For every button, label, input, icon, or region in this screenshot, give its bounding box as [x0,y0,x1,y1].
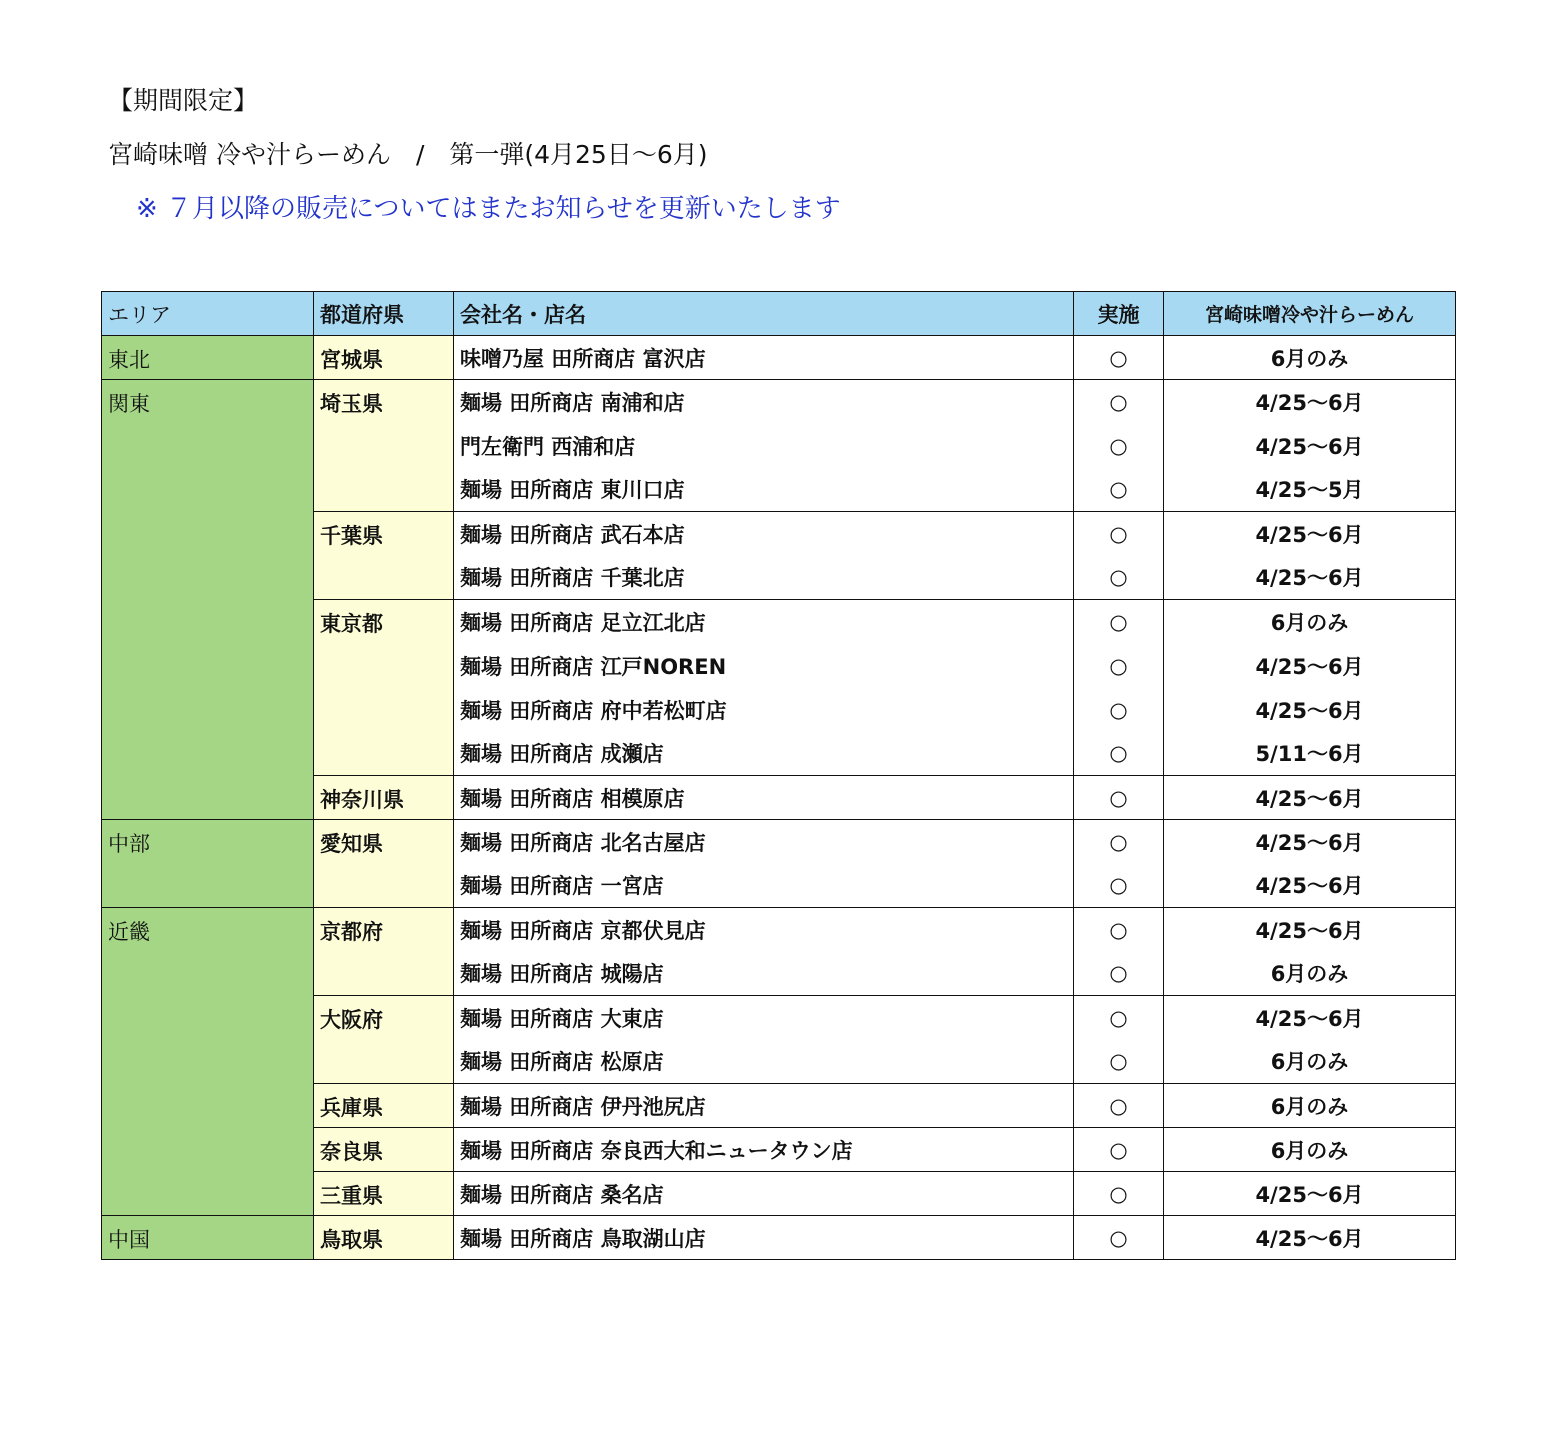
prefecture-cell: 千葉県 [314,512,454,600]
implementation-mark-cell: ○ [1074,1128,1164,1172]
store-name-cell: 麺場 田所商店 千葉北店 [454,556,1074,600]
table-row [102,820,1456,864]
sale-period-cell: 4/25〜6月 [1164,1216,1456,1260]
sale-period-cell: 6月のみ [1164,336,1456,380]
implementation-mark-cell: ○ [1074,952,1164,996]
column-header-prefecture: 都道府県 [314,292,454,336]
store-name-cell: 味噌乃屋 田所商店 富沢店 [454,336,1074,380]
store-name-cell: 麺場 田所商店 足立江北店 [454,600,1074,644]
store-name-cell: 麺場 田所商店 松原店 [454,1040,1074,1084]
area-cell: 中部 [102,820,314,908]
implementation-mark-cell: ○ [1074,996,1164,1040]
prefecture-cell: 埼玉県 [314,380,454,512]
column-header-implementation: 実施 [1074,292,1164,336]
store-name-cell: 麺場 田所商店 桑名店 [454,1172,1074,1216]
sale-period-cell: 4/25〜6月 [1164,556,1456,600]
implementation-mark-cell: ○ [1074,380,1164,424]
implementation-mark-cell: ○ [1074,424,1164,468]
store-name-cell: 麺場 田所商店 一宮店 [454,864,1074,908]
store-name-cell: 麺場 田所商店 京都伏見店 [454,908,1074,952]
prefecture-cell: 三重県 [314,1172,454,1216]
sale-period-cell: 6月のみ [1164,952,1456,996]
area-cell: 東北 [102,336,314,380]
implementation-mark-cell: ○ [1074,776,1164,820]
implementation-mark-cell: ○ [1074,600,1164,644]
sale-period-cell: 6月のみ [1164,600,1456,644]
sale-period-cell: 4/25〜6月 [1164,996,1456,1040]
column-header-period: 宮崎味噌冷や汁らーめん [1164,292,1456,336]
implementation-mark-cell: ○ [1074,864,1164,908]
product-title: 宮崎味噌 冷や汁らーめん / 第一弾(4月25日〜6月) [108,140,708,169]
column-header-area: エリア [102,292,314,336]
area-cell: 近畿 [102,908,314,1216]
sale-period-cell: 4/25〜5月 [1164,468,1456,512]
implementation-mark-cell: ○ [1074,512,1164,556]
store-name-cell: 麺場 田所商店 北名古屋店 [454,820,1074,864]
store-name-cell: 麺場 田所商店 東川口店 [454,468,1074,512]
table-row [102,1216,1456,1260]
store-name-cell: 麺場 田所商店 武石本店 [454,512,1074,556]
store-name-cell: 麺場 田所商店 奈良西大和ニュータウン店 [454,1128,1074,1172]
prefecture-cell: 宮城県 [314,336,454,380]
store-name-cell: 麺場 田所商店 大東店 [454,996,1074,1040]
implementation-mark-cell: ○ [1074,688,1164,732]
sale-period-cell: 4/25〜6月 [1164,644,1456,688]
table-row [102,908,1456,952]
store-name-cell: 麺場 田所商店 成瀬店 [454,732,1074,776]
prefecture-cell: 兵庫県 [314,1084,454,1128]
sale-period-cell: 4/25〜6月 [1164,1172,1456,1216]
sale-period-cell: 4/25〜6月 [1164,864,1456,908]
table-row [102,380,1456,424]
store-name-cell: 麺場 田所商店 南浦和店 [454,380,1074,424]
prefecture-cell: 神奈川県 [314,776,454,820]
table-row [102,336,1456,380]
sale-period-cell: 6月のみ [1164,1040,1456,1084]
update-note: ※ ７月以降の販売についてはまたお知らせを更新いたします [136,194,841,224]
implementation-mark-cell: ○ [1074,732,1164,776]
store-name-cell: 麺場 田所商店 伊丹池尻店 [454,1084,1074,1128]
implementation-mark-cell: ○ [1074,1040,1164,1084]
store-name-cell: 麺場 田所商店 鳥取湖山店 [454,1216,1074,1260]
sale-period-cell: 4/25〜6月 [1164,688,1456,732]
prefecture-cell: 大阪府 [314,996,454,1084]
implementation-mark-cell: ○ [1074,1216,1164,1260]
store-name-cell: 麺場 田所商店 相模原店 [454,776,1074,820]
prefecture-cell: 京都府 [314,908,454,996]
prefecture-cell: 鳥取県 [314,1216,454,1260]
table-header-row [102,292,1456,336]
store-name-cell: 麺場 田所商店 江戸NOREN [454,644,1074,688]
implementation-mark-cell: ○ [1074,644,1164,688]
sale-period-cell: 4/25〜6月 [1164,512,1456,556]
area-cell: 関東 [102,380,314,820]
implementation-mark-cell: ○ [1074,468,1164,512]
implementation-mark-cell: ○ [1074,1084,1164,1128]
implementation-mark-cell: ○ [1074,820,1164,864]
store-name-cell: 麺場 田所商店 府中若松町店 [454,688,1074,732]
prefecture-cell: 東京都 [314,600,454,776]
implementation-mark-cell: ○ [1074,336,1164,380]
area-cell: 中国 [102,1216,314,1260]
table-body [102,336,1456,1260]
limited-period-label: 【期間限定】 [108,86,259,115]
store-name-cell: 麺場 田所商店 城陽店 [454,952,1074,996]
sale-period-cell: 6月のみ [1164,1128,1456,1172]
column-header-store-name: 会社名・店名 [454,292,1074,336]
sale-period-cell: 5/11〜6月 [1164,732,1456,776]
implementation-mark-cell: ○ [1074,556,1164,600]
sale-period-cell: 4/25〜6月 [1164,908,1456,952]
store-name-cell: 門左衛門 西浦和店 [454,424,1074,468]
prefecture-cell: 愛知県 [314,820,454,908]
store-table [101,291,1456,1260]
sale-period-cell: 4/25〜6月 [1164,424,1456,468]
implementation-mark-cell: ○ [1074,908,1164,952]
sale-period-cell: 4/25〜6月 [1164,820,1456,864]
sale-period-cell: 4/25〜6月 [1164,380,1456,424]
sale-period-cell: 4/25〜6月 [1164,776,1456,820]
prefecture-cell: 奈良県 [314,1128,454,1172]
implementation-mark-cell: ○ [1074,1172,1164,1216]
sale-period-cell: 6月のみ [1164,1084,1456,1128]
